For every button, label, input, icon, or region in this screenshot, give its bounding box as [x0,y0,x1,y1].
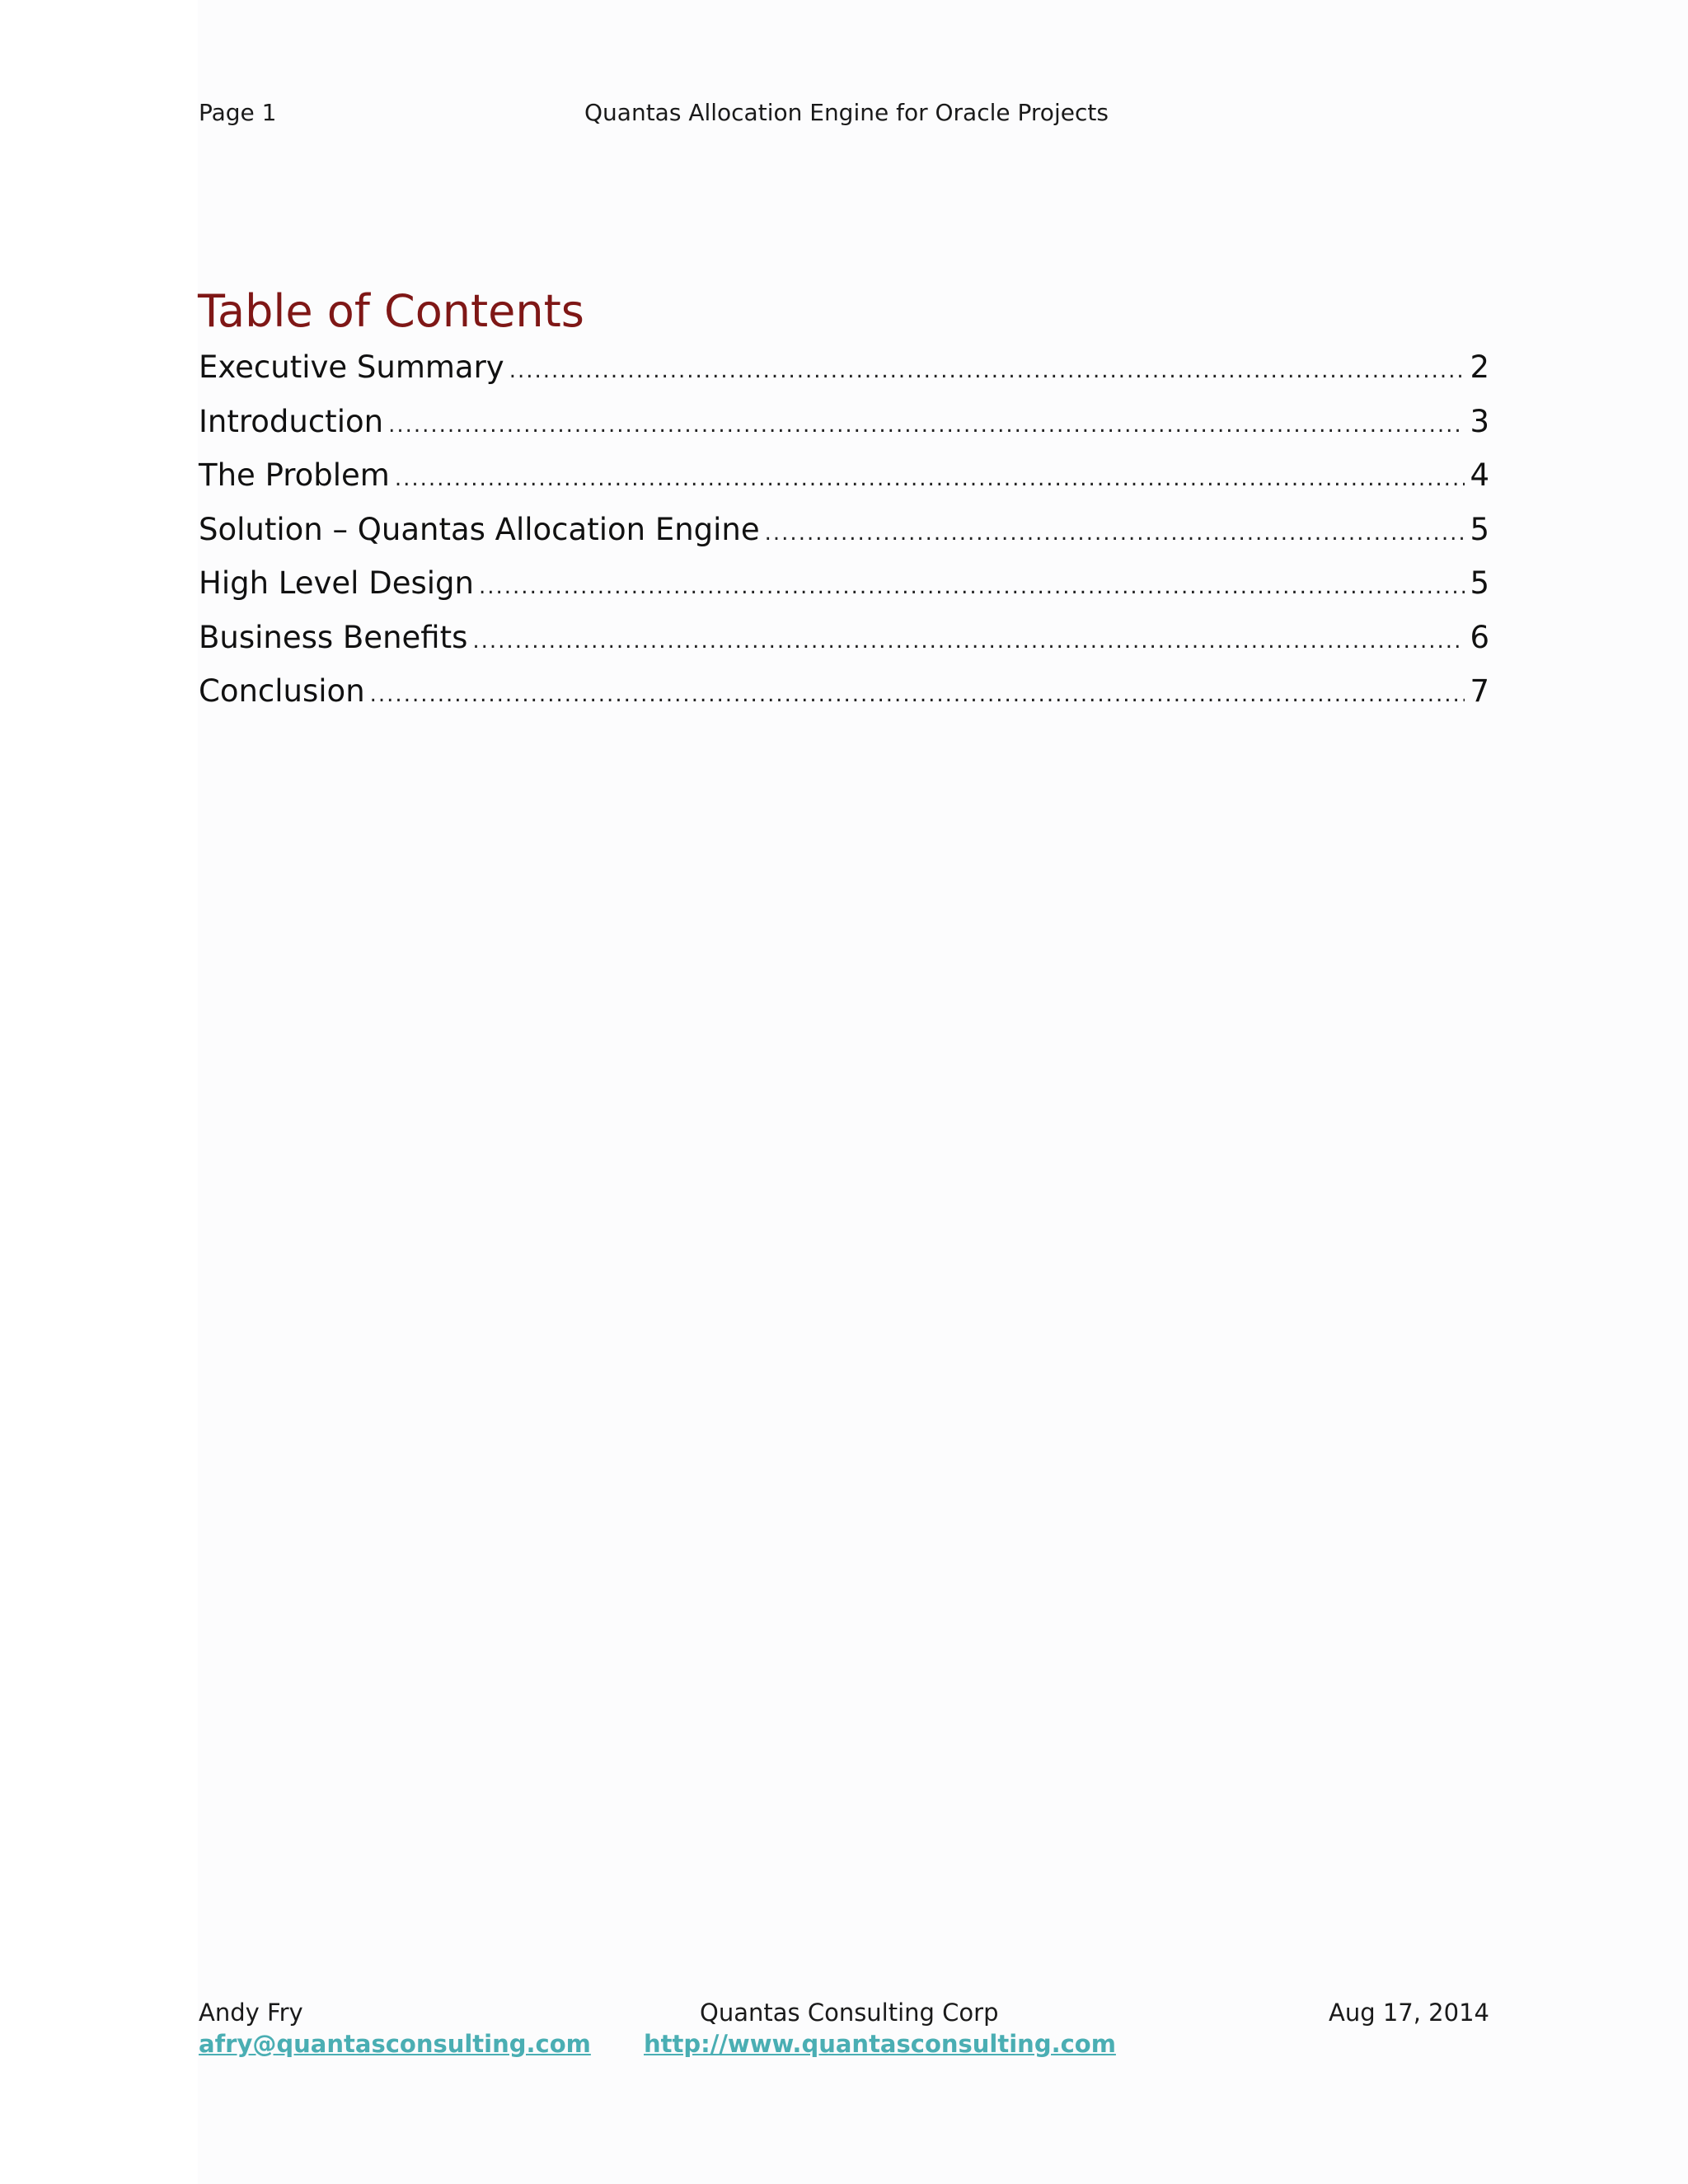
dot-leader [370,673,1465,716]
toc-entry-page[interactable]: 5 [1470,565,1489,601]
dot-leader [472,620,1465,663]
dot-leader [479,565,1465,608]
dot-leader [395,457,1465,500]
toc-entry-label[interactable]: High Level Design [199,565,474,601]
page-footer [199,1999,1489,2061]
toc-entry-page[interactable]: 3 [1470,403,1489,439]
toc-entry-the-problem[interactable] [199,454,1489,509]
footer-date: Aug 17, 2014 [1329,1999,1489,2027]
toc-entry-page[interactable]: 2 [1470,349,1489,385]
footer-website-link[interactable]: http://www.quantasconsulting.com [644,2030,1116,2058]
toc-entry-label[interactable]: Solution – Quantas Allocation Engine [199,511,760,547]
toc-entry-label[interactable]: Executive Summary [199,349,504,385]
footer-row-links [199,2030,1489,2061]
footer-email-link[interactable]: afry@quantasconsulting.com [199,2030,591,2058]
toc-entry-label[interactable]: Business Benefits [199,619,468,655]
toc-entry-page[interactable]: 4 [1470,457,1489,493]
toc-entry-page[interactable]: 6 [1470,619,1489,655]
footer-row-info [199,1999,1489,2030]
toc-entry-label[interactable]: Introduction [199,403,384,439]
dot-leader [765,512,1465,555]
dot-leader [509,349,1465,392]
toc-entry-introduction[interactable] [199,401,1489,455]
toc-entry-solution[interactable] [199,509,1489,563]
page-number: Page 1 [199,99,277,126]
toc-entry-high-level-design[interactable] [199,562,1489,616]
dot-leader [388,404,1465,447]
table-of-contents [199,346,1489,724]
footer-author: Andy Fry [199,1999,303,2027]
page-header [199,99,1493,132]
toc-title: Table of Contents [198,285,584,337]
toc-entry-page[interactable]: 7 [1470,673,1489,709]
toc-entry-business-benefits[interactable] [199,616,1489,671]
toc-entry-executive-summary[interactable] [199,346,1489,401]
document-title: Quantas Allocation Engine for Oracle Projects [584,99,1109,126]
toc-entry-label[interactable]: The Problem [199,457,390,493]
footer-company: Quantas Consulting Corp [700,1999,999,2027]
toc-entry-page[interactable]: 5 [1470,511,1489,547]
toc-entry-label[interactable]: Conclusion [199,673,365,709]
toc-entry-conclusion[interactable] [199,670,1489,724]
